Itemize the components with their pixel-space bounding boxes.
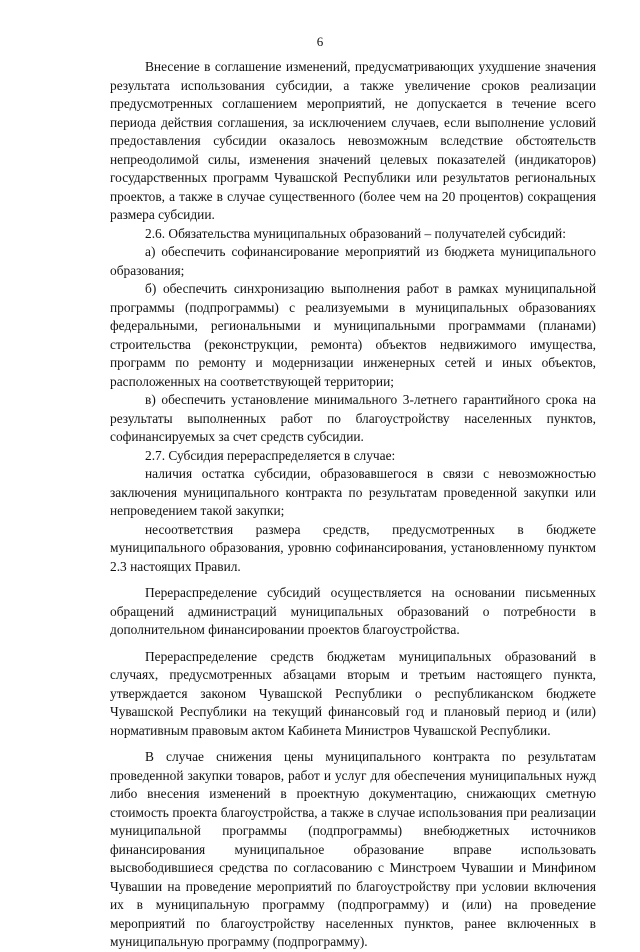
list-item-a: а) обеспечить софинансирование мероприятий из бюджета муниципального образования; [110,244,596,278]
section-2-7-heading: 2.7. Субсидия перераспределяется в случае: [145,447,396,463]
condition-cofinancing-mismatch: несоответствия размера средств, предусмотренных в бюджете муниципального образования, уровню софинансирования, установленному пунктом 2.3 настоящих Правил. [110,521,596,574]
document-body [110,58,596,952]
page-number: 6 [316,34,324,49]
paragraph-redistribution-basis: Перераспределение субсидий осуществляется на основании письменных обращений администраций муниципальных образований о потребности в дополнительном финансировании проектов благоустройства. [110,585,596,637]
condition-remaining-subsidy: наличия остатка субсидии, образовавшегося в связи с невозможностью заключения муниципального контракта по результатам проведенной закупки или непроведением такой закупки; [110,466,596,518]
list-item-v: в) обеспечить установление минимального 3-летнего гарантийного срока на результаты выполненных работ по благоустройству населенных пунктов, софинансируемых за счет средств субсидии. [110,392,596,444]
section-2-6-heading: 2.6. Обязательства муниципальных образований – получателей субсидий: [145,225,566,241]
paragraph-redistribution-approval: Перераспределение средств бюджетам муниципальных образований в случаях, предусмотренных абзацами вторым и третьим настоящего пункта, утверждается законом Чувашской Республики о республиканском бюджете Чувашской Республики на текущий финансовый год и плановый период и (или) нормативным правовым актом Кабинета Министров Чувашской Республики. [110,648,596,738]
paragraph-price-reduction: В случае снижения цены муниципального контракта по результатам проведенной закупки товаров, работ и услуг для обеспечения муниципальных нужд либо внесения изменений в проектную документацию, снижающих сметную стоимость проекта благоустройства, а также в случае использования при реализации муниципальной программы (подпрограммы) внебюджетных источников финансирования муниципальное образование вправе использовать высвободившиеся средства по согласованию с Минстроем Чувашии и Минфином Чувашии на проведение мероприятий по благоустройству при условии включения их в муниципальную программу (подпрограмму) и (или) на проведение мероприятий по благоустройству населенных пунктов, ранее включенных в муниципальную программу (подпрограмму). [110,749,596,949]
paragraph-agreement-changes: Внесение в соглашение изменений, предусматривающих ухудшение значения результата использования субсидии, а также увеличение сроков реализации предусмотренных соглашением мероприятий, не допускается в течение всего периода действия соглашения, за исключением случаев, если выполнение условий предоставления субсидии оказалось невозможным вследствие обстоятельств непреодолимой силы, изменения значений целевых показателей (индикаторов) государственных программ Чувашской Республики или результатов региональных проектов, а также в случае существенного (более чем на 20 процентов) сокращения размера субсидии. [110,59,596,222]
list-item-b: б) обеспечить синхронизацию выполнения работ в рамках муниципальной программы (подпрограммы) с реализуемыми в муниципальных образованиях федеральными, региональными и муниципальными программами (планами) строительства (реконструкции, ремонта) объектов недвижимого имущества, программ по ремонту и модернизации инженерных сетей и иных объектов, расположенных на соответствующей территории; [110,281,596,389]
